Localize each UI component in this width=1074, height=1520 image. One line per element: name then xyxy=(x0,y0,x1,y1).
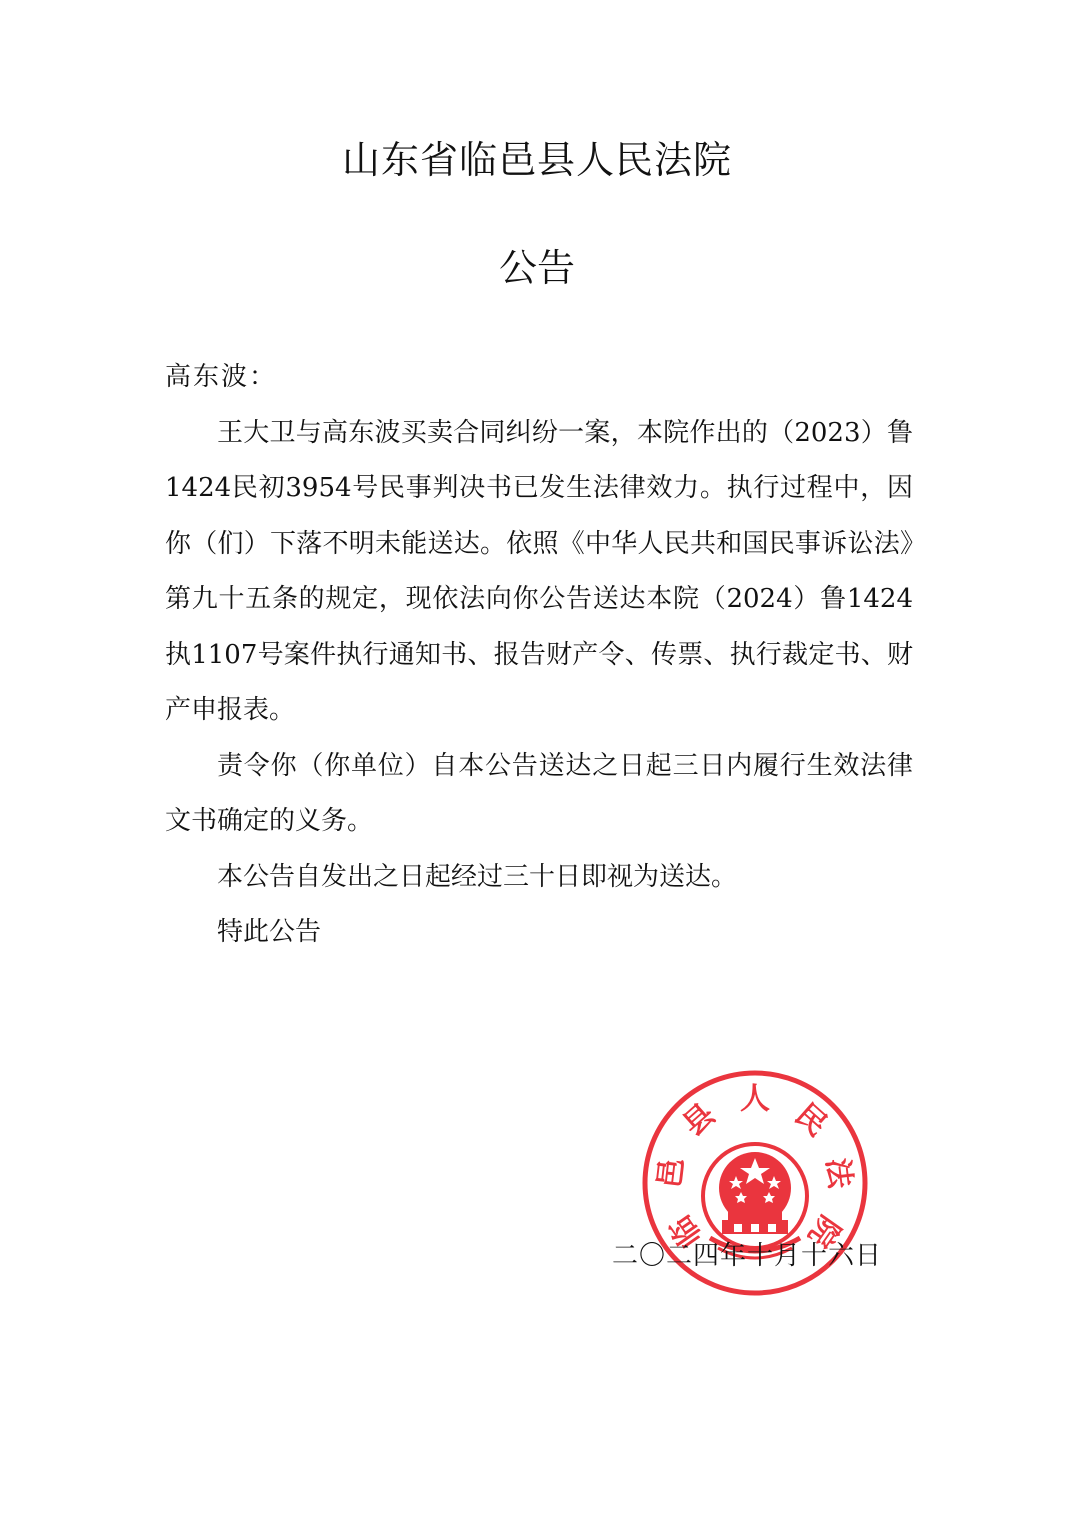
paragraph-closing: 特此公告 xyxy=(217,917,322,947)
court-name: 山东省临邑县人民法院 xyxy=(341,138,732,182)
paragraph-obligation: 责令你（你单位）自本公告送达之日起三日内履行生效法律文书确定的义务。 xyxy=(165,750,913,836)
seal-character: 民 xyxy=(788,1097,834,1144)
seal-character: 法 xyxy=(819,1156,858,1191)
addressee: 高东波： xyxy=(165,362,278,392)
document-title: 公告 xyxy=(498,246,575,290)
issue-date: 二〇二四年十月十六日 xyxy=(612,1241,883,1271)
seal-character: 县 xyxy=(676,1097,722,1144)
seal-character: 人 xyxy=(740,1081,770,1117)
seal-character: 院 xyxy=(800,1208,847,1254)
paragraph-case-details: 王大卫与高东波买卖合同纠纷一案，本院作出的（2023）鲁1424民初3954号民事判决书已发生法律效力。执行过程中，因你（们）下落不明未能送达。依照《中华人民共和国民事诉讼法》第九十五条的规定，现依法向你公告送达本院（2024）鲁1424执1107号案件执行通知书、报告财产令、传票、执行裁定书、财产申报表。 xyxy=(165,417,913,725)
seal-character: 邑 xyxy=(652,1156,691,1191)
paragraph-service-period: 本公告自发出之日起经过三十日即视为送达。 xyxy=(217,861,738,892)
notice-body xyxy=(165,350,913,961)
seal-character: 临 xyxy=(663,1208,710,1254)
